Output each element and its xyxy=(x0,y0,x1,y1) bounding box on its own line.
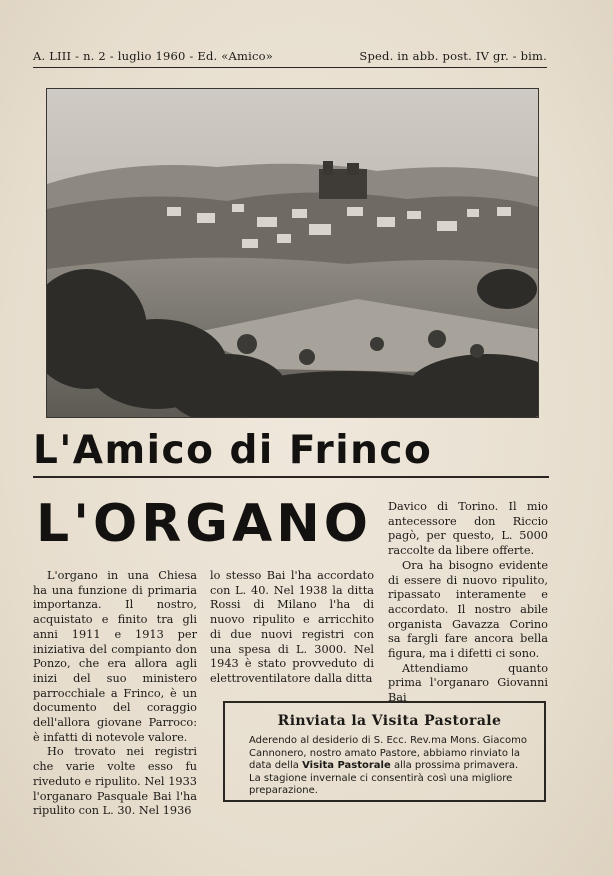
article-column-1 xyxy=(33,569,197,819)
newspaper-masthead: L'Amico di Frinco xyxy=(33,428,549,478)
paragraph: Attendiamo quanto prima l'organaro Giovanni Bai xyxy=(388,661,548,705)
village-photo xyxy=(46,88,539,418)
paragraph: Ho trovato nei registri che varie volte esso fu riveduto e ripulito. Nel 1933 l'organaro Pasquale Bai l'ha ripulito con L. 30. Nel 1936 xyxy=(33,745,197,818)
notice-box xyxy=(223,701,546,802)
paragraph: Ora ha bisogno evidente di essere di nuovo ripulito, ripassato interamente e accordato. Il nostro abile organista Gavazza Corino sa fargli fare ancora bella figura, ma i difetti ci sono. xyxy=(388,558,548,661)
notice-emphasis: Visita Pastorale xyxy=(302,760,391,772)
notice-text-end: alla prossima primavera. La stagione invernale ci consentirà così una migliore preparazione. xyxy=(249,760,519,797)
article-title: L'ORGANO xyxy=(36,494,372,554)
notice-title: Rinviata la Visita Pastorale xyxy=(277,713,502,729)
paragraph: Davico di Torino. Il mio antecessore don Riccio pagò, per questo, L. 5000 raccolte da libere offerte. xyxy=(388,500,548,558)
postal-info: Sped. in abb. post. IV gr. - bim. xyxy=(359,49,547,63)
notice-text: Aderendo al desiderio di S. Ecc. Rev.ma Mons. Giacomo Cannonero, nostro amato Pastore, abbiamo rinviato la data della xyxy=(249,735,527,772)
paragraph: L'organo in una Chiesa ha una funzione di primaria importanza. Il nostro, acquistato e finito tra gli anni 1911 e 1913 per iniziativa del compianto don Ponzo, che era allora agli inizi del suo ministero parrocchiale a Frinco, è un documento del coraggio dell'allora giovane Parroco: è infatti di notevole valore. xyxy=(33,569,197,744)
paragraph: lo stesso Bai l'ha accordato con L. 40. Nel 1938 la ditta Rossi di Milano l'ha di nuovo ripulito e arricchito di due nuovi registri con una spesa di L. 3000. Nel 1943 è stato provveduto di elettroventilatore dalla ditta xyxy=(210,569,374,685)
article-column-3 xyxy=(388,500,548,706)
article-column-2 xyxy=(210,569,374,687)
issue-header xyxy=(33,49,547,68)
notice-body xyxy=(249,735,530,798)
issue-info: A. LIII - n. 2 - luglio 1960 - Ed. «Amico» xyxy=(33,49,273,63)
